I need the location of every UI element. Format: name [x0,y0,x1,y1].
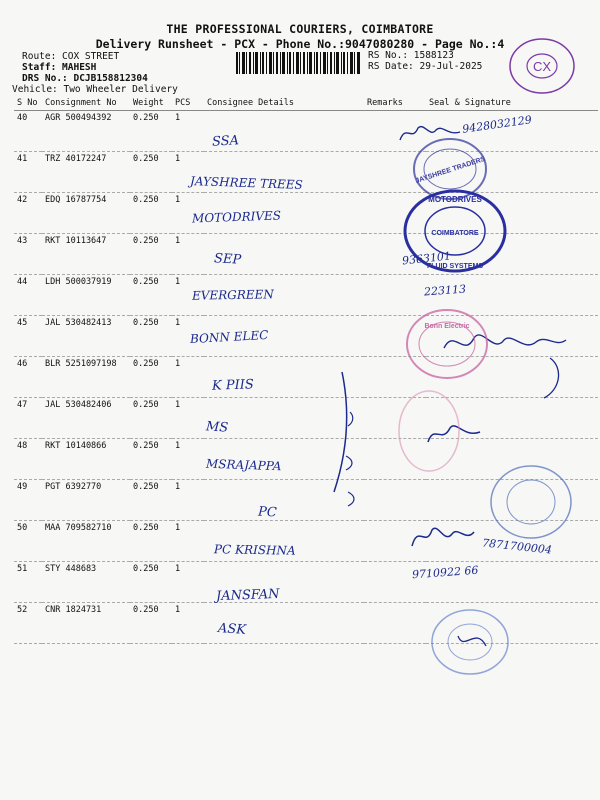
signature-44: 223113 [423,282,467,299]
cell-sno: 43 [14,234,42,275]
seal-faint-47 [394,388,464,474]
cell-weight: 0.250 [130,398,172,439]
seal-bonn-text: Bonn Electric [424,323,470,330]
handwriting-consignee-41: JAYSHREE TREES [189,174,303,192]
table-header-row [14,96,598,111]
cell-pcs: 1 [172,480,204,521]
cell-sno: 45 [14,316,42,357]
cx-stamp-text: CX [532,59,552,74]
seal-cnr [428,606,512,678]
handwriting-consignee-40: SSA [211,133,240,150]
cell-consignment: RKT 10140866 [42,439,130,480]
cx-stamp [506,36,578,96]
col-pcs: PCS [172,96,204,111]
barcode [236,52,360,74]
handwriting-consignee-51: JANSFAN [215,586,280,605]
rs-number: RS No.: 1588123 [368,50,454,61]
col-seal-signature: Seal & Signature [426,96,598,111]
handwriting-consignee-49: PC [257,504,278,521]
handwriting-consignee-45: BONN ELEC [189,327,269,347]
signature-50: 7871700004 [481,536,553,557]
cell-pcs: 1 [172,152,204,193]
cell-consignment: TRZ 40172247 [42,152,130,193]
route-label: Route: COX STREET [22,51,120,62]
cell-sno: 50 [14,521,42,562]
cell-consignment: MAA 709582710 [42,521,130,562]
signature-scribble-50 [408,520,478,552]
col-consignment: Consignment No [42,96,130,111]
cell-pcs: 1 [172,234,204,275]
seal-bonn-electric [404,306,490,382]
cell-consignment: PGT 6392770 [42,480,130,521]
cell-pcs: 1 [172,111,204,152]
cell-pcs: 1 [172,439,204,480]
cell-sno: 48 [14,439,42,480]
cell-sno: 47 [14,398,42,439]
cell-weight: 0.250 [130,316,172,357]
cell-consignment: RKT 10113647 [42,234,130,275]
header-title: THE PROFESSIONAL COURIERS, COIMBATORE [166,22,434,36]
cell-consignment: EDQ 16787754 [42,193,130,234]
table-row [14,234,598,275]
cell-pcs: 1 [172,275,204,316]
drs-label: DRS No.: DCJB158812304 [22,73,148,84]
cell-remarks [364,603,426,644]
cell-consignment: JAL 530482406 [42,398,130,439]
cell-weight: 0.250 [130,111,172,152]
vehicle-label: Vehicle: Two Wheeler Delivery [12,84,178,95]
cell-pcs: 1 [172,316,204,357]
cell-sno: 52 [14,603,42,644]
cell-sno: 41 [14,152,42,193]
ditto-brackets [320,370,370,510]
cell-weight: 0.250 [130,357,172,398]
header-subtitle: Delivery Runsheet - PCX - Phone No.:9047080280 - Page No.:4 [95,37,505,51]
cell-weight: 0.250 [130,521,172,562]
cell-sno: 49 [14,480,42,521]
cell-consignment: AGR 500494392 [42,111,130,152]
cell-sno: 46 [14,357,42,398]
signature-43: 9363101 [401,249,452,268]
signature-51: 9710922 66 [411,563,479,582]
cell-pcs: 1 [172,193,204,234]
cell-sno: 42 [14,193,42,234]
col-sno: S No [14,96,42,111]
col-weight: Weight [130,96,172,111]
cell-weight: 0.250 [130,275,172,316]
cell-consignment: LDH 500037919 [42,275,130,316]
handwriting-consignee-50: PC KRISHNA [213,542,296,558]
cell-consignment: BLR 5251097198 [42,357,130,398]
table-row [14,562,598,603]
col-remarks: Remarks [364,96,426,111]
staff-label: Staff: MAHESH [22,62,97,73]
cell-pcs: 1 [172,521,204,562]
cell-weight: 0.250 [130,234,172,275]
cell-consignment: STY 448683 [42,562,130,603]
cell-pcs: 1 [172,398,204,439]
seal-motodrives [402,188,508,274]
cell-weight: 0.250 [130,603,172,644]
seal-jayshree-text: JAYSHREE TRADERS [414,155,487,186]
cell-weight: 0.250 [130,152,172,193]
seal-motodrives-top: MOTODRIVES [428,195,482,204]
cell-sno: 44 [14,275,42,316]
table-row [14,275,598,316]
seal-pgt [488,462,574,542]
signature-40: 9428032129 [461,113,533,136]
cell-weight: 0.250 [130,193,172,234]
handwriting-consignee-52: ASK [217,621,247,638]
cell-weight: 0.250 [130,480,172,521]
cell-pcs: 1 [172,357,204,398]
table-row [14,193,598,234]
cell-weight: 0.250 [130,439,172,480]
cell-pcs: 1 [172,603,204,644]
cell-consignment: JAL 530482413 [42,316,130,357]
cell-consignment: CNR 1824731 [42,603,130,644]
rs-date: RS Date: 29-Jul-2025 [368,61,483,72]
seal-motodrives-city: COIMBATORE [431,230,479,237]
cell-sno: 51 [14,562,42,603]
cell-pcs: 1 [172,562,204,603]
handwriting-consignee-43: SEP [213,251,242,268]
handwriting-consignee-48: MSRAJAPPA [205,456,282,474]
handwriting-consignee-47: MS [205,419,229,436]
handwriting-consignee-44: EVERGREEN [191,287,274,303]
col-consignee: Consignee Details [204,96,364,111]
seal-motodrives-mid: FLUID SYSTEMS [426,263,484,270]
table-row [14,152,598,193]
cell-remarks [364,480,426,521]
cell-weight: 0.250 [130,562,172,603]
handwriting-consignee-42: MOTODRIVES [191,208,282,226]
cell-sno: 40 [14,111,42,152]
handwriting-consignee-46: K PIIS [211,377,255,394]
